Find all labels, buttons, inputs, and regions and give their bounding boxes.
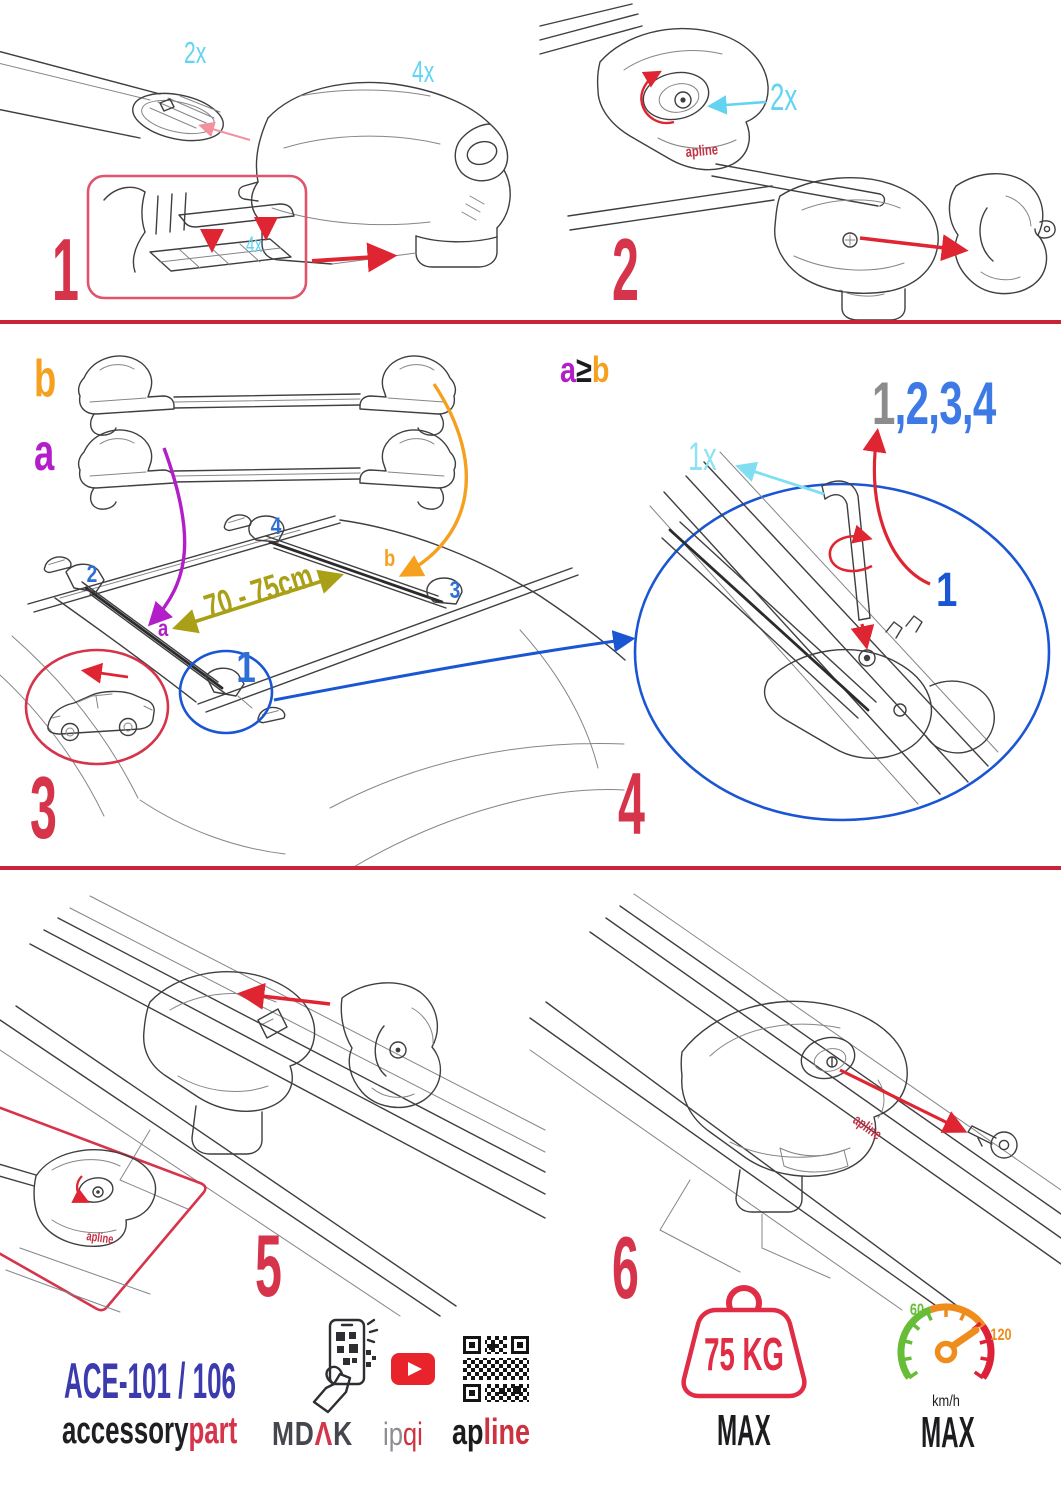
apline-logo-text: apline [849, 1110, 886, 1144]
step-1-number: 1 [52, 220, 79, 319]
speed-low-tick: 60 [909, 1300, 925, 1320]
qr-code-icon [463, 1336, 529, 1402]
brand-part: part [188, 1410, 238, 1452]
apline-logo: apline [452, 1411, 531, 1452]
step-6-number: 6 [612, 1218, 639, 1317]
foot-quantity-label: 4x [412, 53, 435, 90]
step-5-number: 5 [255, 1216, 282, 1315]
step6-illustration [530, 880, 1061, 1317]
step3-illustration [0, 330, 630, 870]
tighten-position-label: 1 [936, 564, 958, 618]
tightening-detail-drawing [650, 452, 998, 804]
rule-b: b [591, 349, 610, 390]
roof-position-1: 1 [236, 643, 256, 692]
spacing-measurement: 70 - 75cm [199, 556, 318, 627]
speed-high-tick: 120 [990, 1325, 1012, 1345]
pad-to-foot-arrow [312, 256, 390, 261]
section-divider-1 [0, 320, 1061, 324]
car-direction-inset [26, 650, 168, 764]
bar-a-callout-curve [152, 448, 185, 622]
assembled-bar-b-drawing [79, 356, 456, 435]
pad-quantity-label: 4x [246, 233, 263, 258]
mdak-lambda: Λ [314, 1415, 334, 1452]
weight-max-label: MAX [717, 1406, 771, 1455]
slide-cover-arrow [244, 994, 330, 1004]
phone-qr-scan-icon [304, 1318, 378, 1416]
sequence-callout-curve [874, 434, 930, 584]
travel-direction-arrow [86, 671, 128, 677]
mdak-logo: MDΛK [272, 1415, 353, 1452]
weight-limit-badge [664, 1282, 824, 1453]
lock-quantity-arrow [712, 102, 766, 106]
sequence-first: 1 [872, 370, 895, 437]
bar-b-label: b [34, 348, 57, 408]
brand-accessory: accessory [62, 1410, 189, 1452]
roof-rail-drawing [530, 906, 1061, 1317]
length-rule [560, 349, 622, 390]
rubber-pad-inset [88, 176, 306, 298]
step-2-number: 2 [612, 220, 639, 319]
cover-part-drawing [341, 983, 440, 1108]
press-down-arrow [862, 624, 866, 644]
roof-position-3: 3 [449, 575, 461, 604]
rule-operator: ≥ [576, 349, 592, 390]
ipqi-logo: ipqi [383, 1416, 423, 1452]
rule-a: a [560, 349, 577, 390]
bar-a-label: a [34, 422, 55, 482]
model-number: ACE-101 / 106 [64, 1353, 236, 1409]
step-3-number: 3 [30, 758, 57, 857]
roof-a-label: a [158, 616, 169, 642]
speed-max-label: MAX [921, 1408, 975, 1457]
roof-position-2: 2 [86, 559, 98, 588]
weight-limit-value: 75 KG [704, 1329, 784, 1381]
bar-quantity-label: 2x [184, 34, 207, 71]
section-divider-2 [0, 866, 1061, 870]
tool-quantity-label: 1x [688, 434, 717, 480]
step4-illustration [600, 380, 1061, 853]
speedometer-icon [880, 1290, 1016, 1412]
lock-quantity-label: 2x [770, 76, 798, 119]
speed-unit: km/h [932, 1392, 960, 1411]
locked-foot-inset [0, 1104, 205, 1312]
weight-limit-icon [664, 1282, 824, 1400]
speed-limit-badge [880, 1290, 1016, 1455]
apline-logo-text: apline [85, 1229, 115, 1248]
apline-logo-text: apline [684, 140, 719, 161]
roof-position-4: 4 [270, 511, 282, 540]
youtube-play-icon [390, 1352, 436, 1386]
step-4-number: 4 [618, 754, 645, 853]
tightening-sequence [872, 370, 1049, 437]
roof-b-label: b [384, 546, 396, 572]
assembled-bar-a-drawing [79, 430, 456, 509]
sequence-rest: ,2,3,4 [894, 370, 996, 437]
magnifier-circle [635, 484, 1049, 820]
position-1-circle [180, 651, 272, 733]
